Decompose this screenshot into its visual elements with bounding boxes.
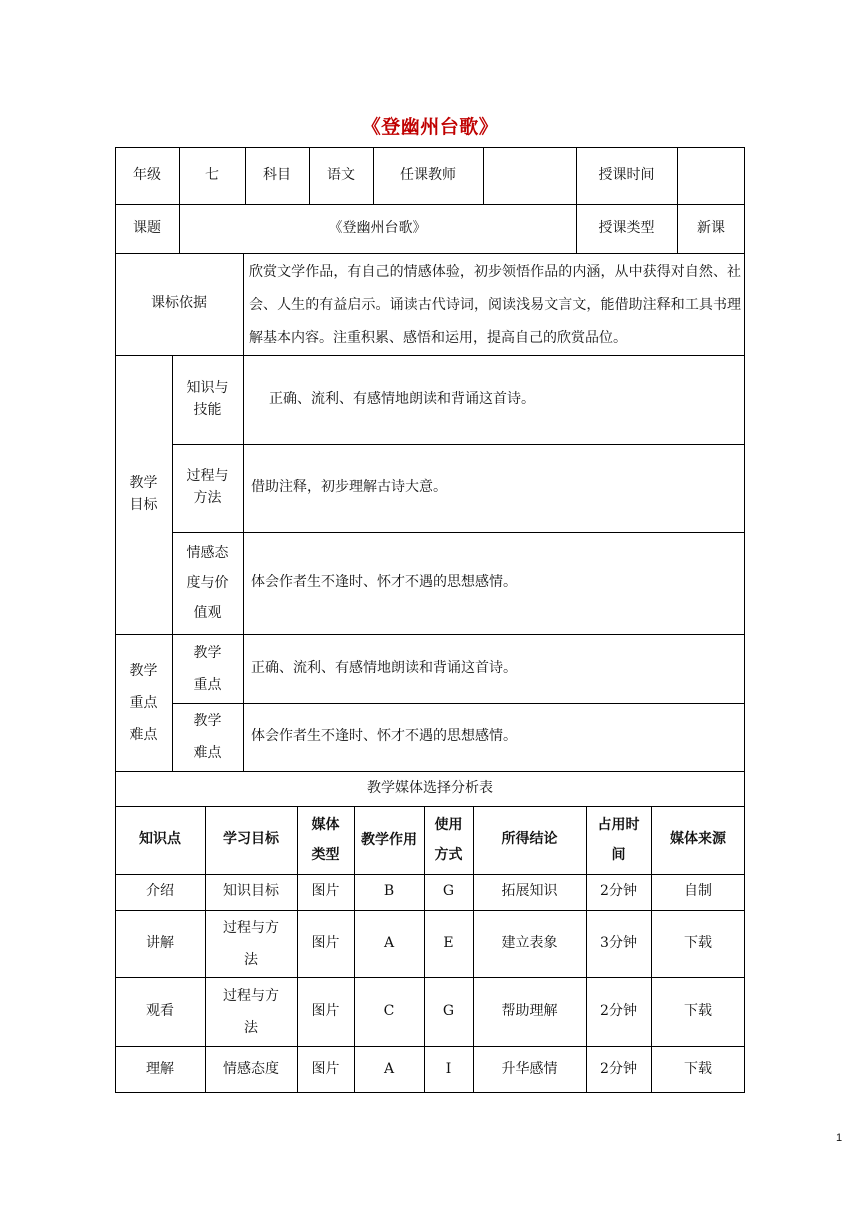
goal-emotion-label: 情感态度与价值观 <box>186 545 229 621</box>
subject-label: 科目 <box>263 166 291 183</box>
media-cell: 过程与方法 <box>223 987 279 1036</box>
goal-process-text: 借助注释，初步理解古诗大意。 <box>251 479 447 496</box>
media-cell: 拓展知识 <box>501 883 558 900</box>
media-cell: A <box>383 934 395 951</box>
media-cell: 图片 <box>311 934 340 951</box>
media-header-knowledge: 知识点 <box>139 831 181 848</box>
media-cell: 观看 <box>146 1002 174 1019</box>
media-cell: 2分钟 <box>600 1002 637 1019</box>
keypoint-difficulty-text: 体会作者生不逢时、怀才不遇的思想感情。 <box>251 728 517 745</box>
media-cell: 理解 <box>146 1060 174 1077</box>
keypoint-focus-label: 教学重点 <box>193 644 222 693</box>
keypoints-label: 教学重点难点 <box>129 662 158 743</box>
grade-label: 年级 <box>133 166 161 183</box>
lesson-plan-table <box>115 147 745 1093</box>
type-value: 新课 <box>697 219 725 236</box>
media-cell: 图片 <box>311 1002 340 1019</box>
media-cell: 过程与方法 <box>223 919 279 968</box>
topic-label: 课题 <box>133 219 161 236</box>
media-cell: 帮助理解 <box>501 1002 558 1019</box>
media-cell: B <box>383 883 395 900</box>
goal-process-label: 过程与方法 <box>186 468 229 506</box>
time-value <box>677 147 745 204</box>
subject-value: 语文 <box>327 166 355 183</box>
media-cell: 下载 <box>684 934 712 951</box>
topic-value: 《登幽州台歌》 <box>328 219 427 236</box>
media-cell: C <box>383 1002 395 1019</box>
media-cell: 情感态度 <box>223 1060 279 1077</box>
page-number: 1 <box>836 1132 843 1144</box>
media-header-role: 教学作用 <box>361 832 417 848</box>
media-cell: 知识目标 <box>223 883 279 900</box>
media-cell: 讲解 <box>146 934 174 951</box>
media-cell: 2分钟 <box>600 883 637 900</box>
teacher-label: 任课教师 <box>400 166 456 183</box>
media-cell: 建立表象 <box>501 934 558 951</box>
document-title: 《登幽州台歌》 <box>361 116 499 138</box>
media-header-source: 媒体来源 <box>670 831 726 848</box>
media-cell: G <box>442 883 455 900</box>
media-cell: 图片 <box>311 883 340 900</box>
media-header-goal: 学习目标 <box>223 831 279 848</box>
goal-emotion-text: 体会作者生不逢时、怀才不遇的思想感情。 <box>251 574 517 591</box>
media-header-conclusion: 所得结论 <box>501 831 558 848</box>
media-cell: 介绍 <box>146 883 174 900</box>
media-table-title: 教学媒体选择分析表 <box>367 779 493 796</box>
media-cell: 下载 <box>684 1002 712 1019</box>
media-cell: 3分钟 <box>600 934 637 951</box>
media-cell: 自制 <box>684 883 712 900</box>
time-label: 授课时间 <box>598 166 655 183</box>
media-header-usage: 使用方式 <box>434 817 463 863</box>
media-cell: 下载 <box>684 1060 712 1077</box>
media-cell: 2分钟 <box>600 1060 637 1077</box>
media-cell: 升华感情 <box>501 1060 558 1077</box>
teacher-value <box>483 147 576 204</box>
media-header-type: 媒体类型 <box>311 817 340 863</box>
media-cell: 图片 <box>311 1060 340 1077</box>
type-label: 授课类型 <box>598 219 655 236</box>
media-header-duration: 占用时间 <box>597 817 640 863</box>
media-cell: G <box>442 1002 455 1019</box>
standards-label: 课标依据 <box>151 295 207 312</box>
media-cell: A <box>383 1060 395 1077</box>
goal-knowledge-text: 正确、流利、有感情地朗读和背诵这首诗。 <box>269 390 535 407</box>
keypoint-difficulty-label: 教学难点 <box>193 713 222 761</box>
goals-label: 教学目标 <box>129 475 158 513</box>
standards-text: 欣赏文学作品，有自己的情感体验，初步领悟作品的内涵，从中获得对自然、社会、人生的有益启示。诵读古代诗词，阅读浅易文言文，能借助注释和工具书理解基本内容。注重积累、感悟和运用，提高自己的欣赏品位。 <box>249 263 741 346</box>
media-cell: E <box>443 934 454 951</box>
media-cell: I <box>445 1060 452 1077</box>
grade-value: 七 <box>205 166 219 183</box>
keypoint-focus-text: 正确、流利、有感情地朗读和背诵这首诗。 <box>251 659 517 676</box>
goal-knowledge-label: 知识与技能 <box>186 379 229 418</box>
